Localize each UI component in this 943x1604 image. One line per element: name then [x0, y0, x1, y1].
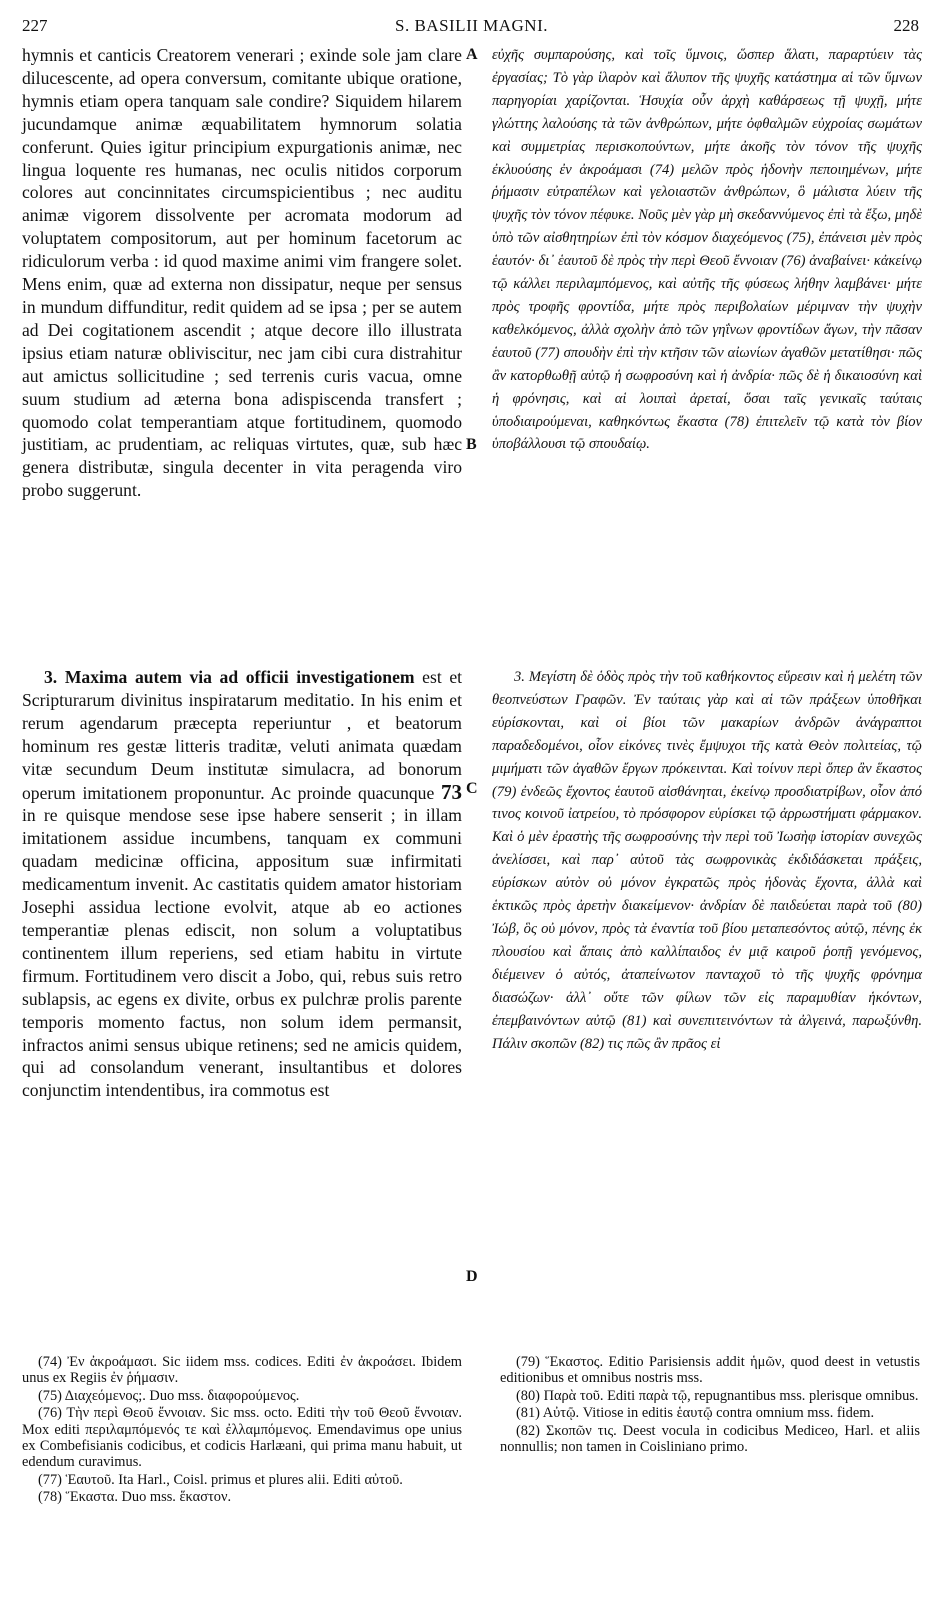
greek-column-bottom	[492, 666, 922, 1055]
footnote-77: (77) Ἑαυτοῦ. Ita Harl., Coisl. primus et plures alii. Editi αὐτοῦ.	[38, 1471, 403, 1488]
latin-paragraph-3-text-b: in re quisque mendose sese ipse habere senserit ; in illam imitationem assidue incumbens, tanquam ex communi quadam medicinæ officina, appositum suæ infirmitati medicamentum invenit. Ac castitatis quidem amator historiam Josephi assidua lectione evolvit, atque ab eo actiones temperantiæ plenas ediscit, non solum a voluptatibus continentem illum reperiens, sed etiam habitu in virtute firmum. Fortitudinem vero discit a Jobo, qui, rebus suis retro sublapsis, ac egens ex divite, orbus ex pulchræ prolis parente temporis momento factus, non solum idem permansit, infractos animi sensus ubique retinens; sed ne amicis quidem, qui ad consolandum venerant, insultantibus et dolores conjunctim intendentibus, ira commotus est	[22, 805, 462, 1101]
margin-marker-d: D	[466, 1268, 478, 1285]
greek-paragraph-1: εὐχῆς συμπαρούσης, καὶ τοῖς ὕμνοις, ὥσπερ ἅλατι, παραρτύειν τὰς ἐργασίας; Τὸ γὰρ ἱλαρὸν καὶ ἄλυπον τῆς ψυχῆς κατάστημα αἱ τῶν ὕμνων παρηγορίαι χαρίζονται. Ἡσυχία οὖν ἀρχὴ καθάρσεως τῇ ψυχῇ, μήτε γλώττης λαλούσης τὰ τῶν ἀνθρώπων, μήτε ὀφθαλμῶν εὐχροίας σωμάτων καὶ συμμετρίας περισκοπούντων, μήτε ἀκοῆς τὸν τόνον τῆς ψυχῆς ἐκλυούσης ἐν ἀκροάμασι (74) μελῶν πρὸς ἡδονὴν πεποιημένων, μήτε ῥήμασιν εὐτραπέλων καὶ γελοιαστῶν ἀνθρώπων, ὃ μάλιστα λύειν τῆς ψυχῆς τὸν τόνον πέφυκε. Νοῦς μὲν γὰρ μὴ σκεδαννύμενος ἐπὶ τὰ ἔξω, μηδὲ ὑπὸ τῶν αἰσθητηρίων ἐπὶ τὸν κόσμον διαχεόμενος (75), ἐπάνεισι μὲν πρὸς ἑαυτόν· δι᾽ ἑαυτοῦ δὲ πρὸς τὴν περὶ Θεοῦ ἔννοιαν (76) ἀναβαίνει· κἀκείνῳ τῷ κάλλει περιλαμπόμενος, καὶ αὐτῆς τῆς φύσεως λήθην λαμβάνει· μήτε πρὸς τροφῆς φροντίδα, μήτε πρὸς περιβολαίων μέριμναν τὴν ψυχὴν καθελκόμενος, ἀλλὰ σχολὴν ἀπὸ τῶν γηΐνων φροντίδων ἄγων, τὴν πᾶσαν ἑαυτοῦ (77) σπουδὴν ἐπὶ τὴν κτῆσιν τῶν αἰωνίων ἀγαθῶν μετατίθησι· πῶς ἂν κατορθωθῇ αὐτῷ ἡ σωφροσύνη καὶ ἡ ἀνδρία· πῶς δὲ ἡ δικαιοσύνη καὶ ἡ φρόνησις, καὶ αἱ λοιπαὶ ἀρεταί, ὅσαι ταῖς γενικαῖς ταύταις ὑποδιαιρούμεναι, καθηκόντως ἕκαστα (78) ἐπιτελεῖν τῷ κατὰ τὸν βίον ὑποβάλλουσι τῷ σπουδαίῳ.	[492, 47, 922, 453]
footnotes-right	[500, 1354, 920, 1456]
footnote-81: (81) Αὐτῷ. Vitiose in editis ἑαυτῷ contra omnium mss. fidem.	[516, 1405, 875, 1422]
footnote-78: (78) Ἕκαστα. Duo mss. ἕκαστον.	[38, 1489, 232, 1506]
greek-column-top	[492, 44, 922, 456]
footnote-79: (79) Ἕκαστος. Editio Parisiensis addit ἡμῶν, quod deest in vetustis editionibus et omnibus nostris mss.	[500, 1354, 920, 1387]
section-lead: Maxima autem via ad officii investigationem	[64, 667, 415, 687]
latin-paragraph-1: hymnis et canticis Creatorem venerari ; exinde sole jam clare dilucescente, ad opera conversum, comitante ubique oratione, hymnis etiam opera tanquam sale condire? Siquidem hilarem jucundamque animæ æquabilitatem hymnorum solatia conferunt. Quies igitur principium expurgationis animæ, nec lingua loquente res humanas, nec oculis nitidos corporum colores aut concinnitates circumspicientibus ; nec auditu animæ vigorem dissolvente per acromata modorum ad voluptatem compositorum, aut per hominum facetorum ac ridiculorum verba : id quod maxime animi vim frangere solet. Mens enim, quæ ad externa non dissipatur, neque per sensus in mundum diffunditur, redit quidem ad se ipsa ; per se autem ad Dei cogitationem ascendit ; atque decore illo illustrata ipsius etiam naturæ obliviscitur, nec jam cibi cura distrahitur aut amictus sollicitudine ; sed terrenis curis vacua, omne suum studium ad æterna bona adispiscenda transfert ; quomodo colat temperantiam atque fortitudinem, quomodo justitiam, ac prudentiam, ac reliquas virtutes, quæ, sub hæc genera distributæ, singula decenter in vita peragenda viro probo suggerunt.	[22, 45, 462, 501]
footnote-80: (80) Παρὰ τοῦ. Editi παρὰ τῷ, repugnantibus mss. plerisque omnibus.	[516, 1387, 919, 1404]
column-number-73: 73	[440, 779, 462, 804]
page-number-right: 228	[893, 16, 919, 35]
page-number-left: 227	[22, 16, 48, 35]
greek-paragraph-3: 3. Μεγίστη δὲ ὁδὸς πρὸς τὴν τοῦ καθήκοντος εὕρεσιν καὶ ἡ μελέτη τῶν θεοπνεύστων Γραφῶν. Ἐν ταύταις γὰρ καὶ αἱ τῶν πράξεων ὑποθῆκαι εὑρίσκονται, καὶ οἱ βίοι τῶν μακαρίων ἀνδρῶν ἀνάγραπτοι παραδεδομένοι, οἷον εἰκόνες τινὲς ἔμψυχοι τῆς κατὰ Θεὸν πολιτείας, τῷ μιμήματι τῶν ἀγαθῶν ἔργων πρόκεινται. Καὶ τοίνυν περὶ ὅπερ ἂν ἕκαστος (79) ἐνδεῶς ἔχοντος ἑαυτοῦ αἰσθάνηται, ἐκείνῳ προσδιατρίβων, οἷον ἀπό τινος κοινοῦ ἰατρείου, τὸ πρόσφορον εὑρίσκει τῷ ἀρρωστήματι φάρμακον. Καὶ ὁ μὲν ἐραστὴς τῆς σωφροσύνης τὴν περὶ τοῦ Ἰωσὴφ ἱστορίαν συνεχῶς ἀνελίσσει, καὶ παρ᾽ αὐτοῦ τὰς σωφρονικὰς ἐκδιδάσκεται πράξεις, εὑρίσκων αὐτὸν οὐ μόνον ἐγκρατῶς πρὸς ἡδονὰς ἔχοντα, ἀλλὰ καὶ ἑκτικῶς πρὸς ἀρετὴν διακείμενον· ἀνδρίαν δὲ παιδεύεται παρὰ τοῦ (80) Ἰώβ, ὃς οὐ μόνον, πρὸς τὰ ἐναντία τοῦ βίου μεταπεσόντος αὐτῷ, πένης ἐκ πλουσίου καὶ ἄπαις ἀπὸ καλλίπαιδος ἐν μιᾷ καιροῦ ῥοπῇ γενόμενος, διέμεινεν ὁ αὐτός, ἀταπείνωτον πανταχοῦ τὸ τῆς ψυχῆς φρόνημα διασώζων· ἀλλ᾽ οὔτε τῶν φίλων τῶν εἰς παραμυθίαν ἡκόντων, ἐπεμβαινόντων αὐτῷ (81) καὶ συνεπιτεινόντων τὰ ἀλγεινά, παρωξύνθη. Πάλιν σκοπῶν (82) τις πῶς ἂν πρᾶος εἰ	[492, 669, 922, 1052]
footnotes-left	[22, 1354, 462, 1507]
margin-marker-a: A	[466, 46, 478, 63]
footnote-74: (74) Ἐν ἀκροάμασι. Sic iidem mss. codices. Editi ἐν ἀκροάσει. Ibidem unus ex Regiis ἐν ῥήμασιν.	[22, 1354, 462, 1387]
latin-column-top	[22, 44, 462, 502]
margin-marker-b: B	[466, 436, 477, 453]
latin-paragraph-3-text-a: est et Scripturarum divinitus inspiratarum meditatio. In his enim et rerum agendarum præcepta reperiuntur , et beatorum hominum res gestæ litteris traditæ, veluti animata quædam vitæ secundum Deum institutæ simulacra, ad bonorum operum imitationem proponuntur. Ac proinde quacunque	[22, 667, 463, 803]
running-title: S. BASILII MAGNI.	[395, 16, 548, 35]
margin-marker-c: C	[466, 780, 478, 797]
latin-paragraph-3	[22, 666, 462, 1102]
footnote-75: (75) Διαχεόμενος;. Duo mss. διαφορούμενος.	[38, 1387, 300, 1404]
footnote-82: (82) Σκοπῶν τις. Deest vocula in codicibus Mediceo, Harl. et aliis nonnullis; non tamen in Coisliniano primo.	[500, 1422, 920, 1456]
latin-column-bottom	[22, 666, 462, 1102]
footnote-76: (76) Τὴν περὶ Θεοῦ ἔννοιαν. Sic mss. octo. Editi τὴν τοῦ Θεοῦ ἔννοιαν. Mox editi περιλαμπόμενός τε καὶ ἐλλαμπόμενος. Emendavimus ope unius ex Combefisianis codicibus, et codicis Harlæani, qui prima manu habuit, ut edendum curavimus.	[22, 1405, 462, 1471]
section-number: 3.	[44, 667, 58, 687]
